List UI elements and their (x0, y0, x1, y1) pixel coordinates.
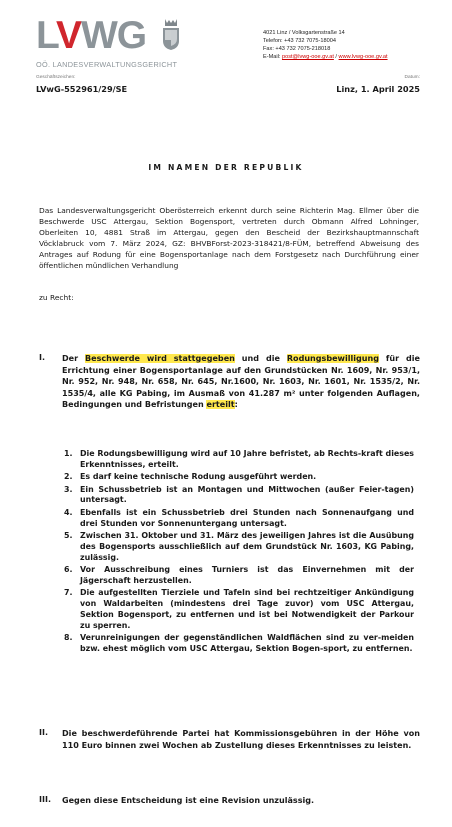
list-item: 4. Ebenfalls ist ein Schussbetrieb drei Stunden nach Sonnenaufgang und drei Stunden vor Sonnenuntergang untersagt. (64, 507, 414, 528)
case-number: LVwG-552961/29/SE (36, 84, 128, 94)
gz-label: Geschäftszeichen: (36, 75, 76, 80)
zu-recht-label: zu Recht: (39, 293, 74, 302)
list-item: 6. Vor Ausschreibung eines Turniers ist das Einvernehmen mit der Jägerschaft herzustellen. (64, 565, 414, 585)
section-1-numeral: I. (39, 353, 46, 362)
date-label: Datum: (404, 75, 420, 80)
highlight-stattgegeben: Beschwerde wird stattgegeben (85, 354, 235, 363)
section-3-text: Gegen diese Entscheidung ist eine Revision unzulässig. (62, 796, 315, 805)
coat-of-arms-icon (161, 17, 181, 51)
email-line: E-Mail: post@lvwg-ooe.gv.at / www.lvwg-ooe.gv.at (263, 53, 388, 60)
section-1-text: Der Beschwerde wird stattgegeben und die Rodungsbewilligung für die Errichtung einer Bogensportanlage auf den Grundstücken Nr. 1609, Nr. 953/1, Nr. 952, Nr. 948, Nr. 658, Nr. 645, Nr.1600, Nr. 1603, Nr. 1601, Nr. 1535/2, Nr. 1535/4, alle KG Pabing, im Ausmaß von 41.287 m² unter folgenden Auflagen, Bedingungen und Befristungen erteilt: (62, 354, 421, 410)
email-link[interactable]: post@lvwg-ooe.gv.at (281, 53, 334, 60)
address: 4021 Linz / Volksgartenstraße 14 (263, 30, 345, 36)
web-link[interactable]: www.lvwg-ooe.gv.at (338, 53, 388, 60)
court-logo: LVWG (36, 14, 147, 57)
page-title: IM NAMEN DER REPUBLIK (148, 163, 304, 172)
phone: Telefon: +43 732 7075-18004 (263, 37, 336, 44)
list-item: 1. Die Rodungsbewilligung wird auf 10 Jahre befristet, ab Rechts-kraft dieses Erkenntnisses, erteilt. (64, 449, 414, 469)
document-date: Linz, 1. April 2025 (336, 84, 420, 94)
intro-paragraph: Das Landesverwaltungsgericht Oberösterreich erkennt durch seine Richterin Mag. Ellmer über die Beschwerde USC Attergau, Sektion Bogensport, vertreten durch Obmann Alfred Lohninger, Oberleiten 10, 4881 Straß im Attergau, gegen den Bescheid der Bezirkshauptmannschaft Vöcklabruck vom 7. März 2024, GZ: BHVBForst-2023-318421/8-FÜM, betreffend Abweisung des Antrages auf Rodung für eine Bogensportanlage nach dem Forstgesetz nach Durchführung einer öffentlichen mündlichen Verhandlung (39, 206, 419, 271)
list-item: 7. Die aufgestellten Tierziele und Tafeln sind bei rechtzeitiger Ankündigung von Waldarbeiten (mindestens drei Tage zuvor) vom USC Attergau, Sektion Bogensport, zu entfernen und ist bei Notwendigkeit der Parkour zu sperren. (64, 588, 414, 630)
court-name: OÖ. LANDESVERWALTUNGSGERICHT (36, 60, 178, 69)
highlight-erteilt: erteilt (206, 400, 235, 410)
list-item: 8. Verunreinigungen der gegenständlichen Waldflächen sind zu ver-meiden bzw. ehest möglich vom USC Attergau, Sektion Bogen-sport, zu entfernen. (64, 633, 414, 654)
list-item: 3. Ein Schussbetrieb ist an Montagen und Mittwochen (außer Feier-tagen) untersagt. (64, 484, 414, 505)
list-item: 5. Zwischen 31. Oktober und 31. März des jeweiligen Jahres ist die Ausübung des Bogensports ausschließlich auf dem Grundstück Nr. 1603, KG Pabing, zulässig. (64, 530, 414, 562)
conditions-list (62, 449, 414, 656)
fax: Fax: +43 732 7075-218018 (263, 45, 331, 52)
section-2-text: Die beschwerdeführende Partei hat Kommissionsgebühren in der Höhe von 110 Euro binnen zwei Wochen ab Zustellung dieses Erkenntnisses zu leisten. (62, 729, 420, 750)
contact-block (263, 30, 388, 62)
highlight-rodungsbewilligung: Rodungsbewilligung (286, 354, 379, 363)
section-3-numeral: III. (39, 795, 52, 804)
list-item: 2. Es darf keine technische Rodung ausgeführt werden. (64, 472, 317, 482)
section-2-numeral: II. (39, 728, 49, 737)
